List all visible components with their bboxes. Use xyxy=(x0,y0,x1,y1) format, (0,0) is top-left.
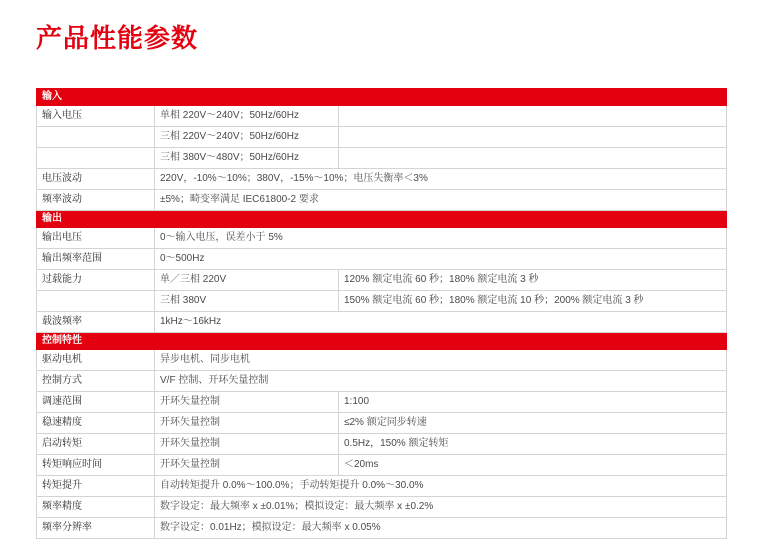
row-value-mid: 开环矢量控制 xyxy=(155,413,339,434)
row-value-right: 1:100 xyxy=(339,392,727,413)
row-label: 驱动电机 xyxy=(37,350,155,371)
table-row xyxy=(37,371,727,392)
row-value: 数字设定：0.01Hz；模拟设定：最大频率 x 0.05% xyxy=(155,518,727,539)
row-value-mid: 三相 220V～240V；50Hz/60Hz xyxy=(155,127,339,148)
row-label: 输出电压 xyxy=(37,228,155,249)
table-row xyxy=(37,291,727,312)
row-label: 频率波动 xyxy=(37,190,155,211)
row-value-right: ＜20ms xyxy=(339,455,727,476)
row-label: 载波频率 xyxy=(37,312,155,333)
row-value-right: 0.5Hz，150% 额定转矩 xyxy=(339,434,727,455)
row-value-right xyxy=(339,148,727,169)
table-row xyxy=(37,106,727,127)
section-label: 控制特性 xyxy=(37,333,727,350)
row-value: V/F 控制、开环矢量控制 xyxy=(155,371,727,392)
table-row xyxy=(37,392,727,413)
table-section-header xyxy=(37,89,727,106)
page-title: 产品性能参数 xyxy=(36,23,199,53)
row-label: 控制方式 xyxy=(37,371,155,392)
row-value: 1kHz～16kHz xyxy=(155,312,727,333)
row-value: 0～输入电压，误差小于 5% xyxy=(155,228,727,249)
row-value: 220V，-10%～10%；380V，-15%～10%；电压失衡率＜3% xyxy=(155,169,727,190)
row-value: 0～500Hz xyxy=(155,249,727,270)
row-value-mid: 开环矢量控制 xyxy=(155,392,339,413)
row-value: 数字设定：最大频率 x ±0.01%；模拟设定：最大频率 x ±0.2% xyxy=(155,497,727,518)
row-value-mid: 三相 380V～480V；50Hz/60Hz xyxy=(155,148,339,169)
table-row xyxy=(37,127,727,148)
row-value-mid: 单相 220V～240V；50Hz/60Hz xyxy=(155,106,339,127)
table-section-header xyxy=(37,211,727,228)
table-row xyxy=(37,190,727,211)
row-label: 稳速精度 xyxy=(37,413,155,434)
table-row xyxy=(37,434,727,455)
row-value: 自动转矩提升 0.0%～100.0%；手动转矩提升 0.0%～30.0% xyxy=(155,476,727,497)
table-row xyxy=(37,169,727,190)
row-label: 输出频率范围 xyxy=(37,249,155,270)
table-row xyxy=(37,228,727,249)
row-label: 频率分辨率 xyxy=(37,518,155,539)
row-value-mid: 单／三相 220V xyxy=(155,270,339,291)
table-row xyxy=(37,312,727,333)
row-label: 过载能力 xyxy=(37,270,155,291)
row-value-mid: 三相 380V xyxy=(155,291,339,312)
row-label: 转矩响应时间 xyxy=(37,455,155,476)
row-label: 频率精度 xyxy=(37,497,155,518)
row-label: 转矩提升 xyxy=(37,476,155,497)
table-row xyxy=(37,518,727,539)
table-row xyxy=(37,270,727,291)
table-row xyxy=(37,455,727,476)
row-value: 异步电机、同步电机 xyxy=(155,350,727,371)
row-label: 电压波动 xyxy=(37,169,155,190)
row-value-right: 120% 额定电流 60 秒；180% 额定电流 3 秒 xyxy=(339,270,727,291)
row-label xyxy=(37,148,155,169)
row-value-right xyxy=(339,127,727,148)
specifications-table xyxy=(36,88,727,539)
row-value-mid: 开环矢量控制 xyxy=(155,434,339,455)
row-value-right xyxy=(339,106,727,127)
row-value-right: ≤2% 额定同步转速 xyxy=(339,413,727,434)
row-label xyxy=(37,127,155,148)
row-value-mid: 开环矢量控制 xyxy=(155,455,339,476)
table-row xyxy=(37,148,727,169)
row-label xyxy=(37,291,155,312)
row-label: 输入电压 xyxy=(37,106,155,127)
table-row xyxy=(37,497,727,518)
row-label: 启动转矩 xyxy=(37,434,155,455)
row-value: ±5%；畸变率满足 IEC61800-2 要求 xyxy=(155,190,727,211)
row-value-right: 150% 额定电流 60 秒；180% 额定电流 10 秒；200% 额定电流 3 秒 xyxy=(339,291,727,312)
row-label: 调速范围 xyxy=(37,392,155,413)
table-section-header xyxy=(37,333,727,350)
table-row xyxy=(37,249,727,270)
table-row xyxy=(37,350,727,371)
section-label: 输入 xyxy=(37,89,727,106)
table-row xyxy=(37,476,727,497)
table-row xyxy=(37,413,727,434)
section-label: 输出 xyxy=(37,211,727,228)
specifications-table-body xyxy=(37,89,727,539)
